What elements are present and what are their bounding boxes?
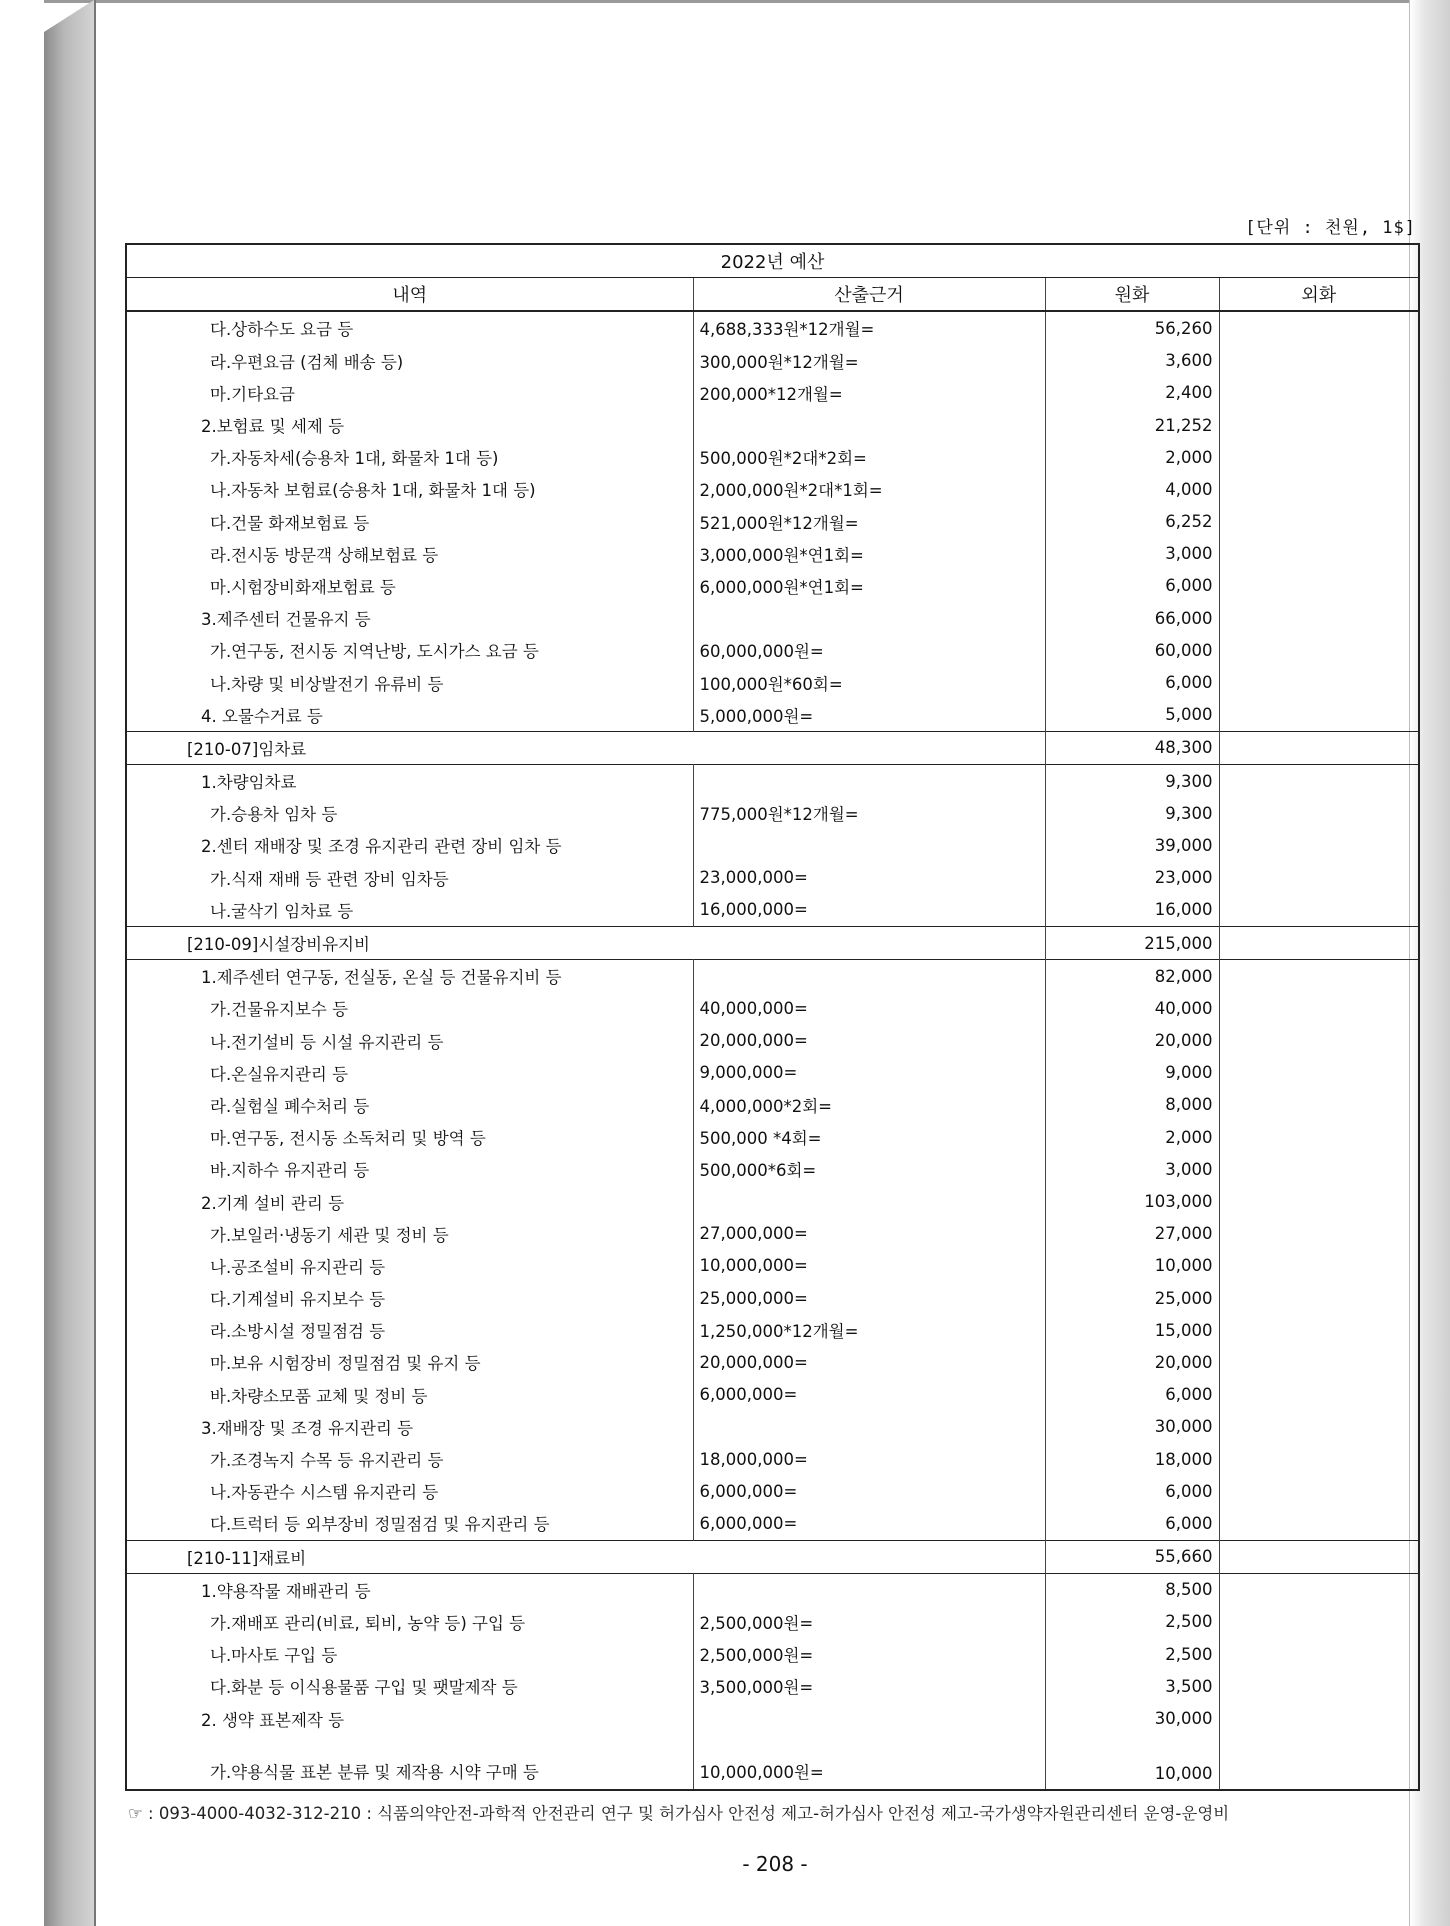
item-cell: 마.시험장비화재보험료 등 bbox=[126, 570, 693, 602]
item-cell: 가.자동차세(승용차 1대, 화물차 1대 등) bbox=[126, 441, 693, 473]
basis-cell bbox=[693, 1702, 1045, 1734]
foreign-cell bbox=[1219, 1638, 1419, 1670]
foreign-cell bbox=[1219, 1025, 1419, 1057]
basis-cell: 775,000원*12개월= bbox=[693, 797, 1045, 829]
basis-cell: 5,000,000원= bbox=[693, 699, 1045, 732]
table-row bbox=[126, 602, 1419, 634]
basis-cell: 500,000원*2대*2회= bbox=[693, 441, 1045, 473]
foreign-cell bbox=[1219, 829, 1419, 861]
table-row bbox=[126, 1638, 1419, 1670]
basis-cell: 500,000*6회= bbox=[693, 1153, 1045, 1185]
table-row bbox=[126, 570, 1419, 602]
krw-cell: 215,000 bbox=[1045, 926, 1219, 959]
basis-cell: 20,000,000= bbox=[693, 1346, 1045, 1378]
krw-cell: 20,000 bbox=[1045, 1025, 1219, 1057]
col-header-basis: 산출근거 bbox=[693, 278, 1045, 312]
foreign-cell bbox=[1219, 570, 1419, 602]
page-number: - 208 - bbox=[742, 1852, 808, 1876]
table-row bbox=[126, 1573, 1419, 1606]
krw-cell: 3,600 bbox=[1045, 345, 1219, 377]
book-spine-edge bbox=[94, 0, 96, 1926]
book-spine bbox=[44, 0, 94, 1926]
basis-cell: 27,000,000= bbox=[693, 1218, 1045, 1250]
table-row bbox=[126, 1025, 1419, 1057]
table-row bbox=[126, 1670, 1419, 1702]
item-cell: 나.차량 및 비상발전기 유류비 등 bbox=[126, 666, 693, 698]
basis-cell: 3,000,000원*연1회= bbox=[693, 538, 1045, 570]
basis-cell bbox=[693, 1573, 1045, 1606]
item-cell: 가.재배포 관리(비료, 퇴비, 농약 등) 구입 등 bbox=[126, 1606, 693, 1638]
foreign-cell bbox=[1219, 1573, 1419, 1606]
krw-cell: 15,000 bbox=[1045, 1314, 1219, 1346]
foreign-cell bbox=[1219, 538, 1419, 570]
basis-cell: 521,000원*12개월= bbox=[693, 506, 1045, 538]
basis-cell: 9,000,000= bbox=[693, 1057, 1045, 1089]
item-cell: 나.전기설비 등 시설 유지관리 등 bbox=[126, 1025, 693, 1057]
item-cell: 나.공조설비 유지관리 등 bbox=[126, 1250, 693, 1282]
basis-cell bbox=[693, 1411, 1045, 1443]
basis-cell: 4,000,000*2회= bbox=[693, 1089, 1045, 1121]
table-row bbox=[126, 1282, 1419, 1314]
krw-cell: 5,000 bbox=[1045, 699, 1219, 732]
foreign-cell bbox=[1219, 699, 1419, 732]
foreign-cell bbox=[1219, 1346, 1419, 1378]
section-title-cell: [210-09]시설장비유지비 bbox=[126, 926, 1045, 959]
foreign-cell bbox=[1219, 1443, 1419, 1475]
foreign-cell bbox=[1219, 1314, 1419, 1346]
basis-cell: 500,000 *4회= bbox=[693, 1121, 1045, 1153]
item-cell: 바.차량소모품 교체 및 정비 등 bbox=[126, 1379, 693, 1411]
krw-cell: 10,000 bbox=[1045, 1250, 1219, 1282]
basis-cell: 10,000,000원= bbox=[693, 1735, 1045, 1790]
krw-cell: 2,000 bbox=[1045, 441, 1219, 473]
basis-cell bbox=[693, 602, 1045, 634]
krw-cell: 2,500 bbox=[1045, 1638, 1219, 1670]
item-cell: 나.굴삭기 임차료 등 bbox=[126, 894, 693, 927]
item-cell: 나.자동관수 시스템 유지관리 등 bbox=[126, 1475, 693, 1507]
foreign-cell bbox=[1219, 473, 1419, 505]
item-cell: 가.승용차 임차 등 bbox=[126, 797, 693, 829]
item-cell: 다.온실유지관리 등 bbox=[126, 1057, 693, 1089]
foreign-cell bbox=[1219, 345, 1419, 377]
section-title-cell: [210-11]재료비 bbox=[126, 1540, 1045, 1573]
krw-cell: 27,000 bbox=[1045, 1218, 1219, 1250]
krw-cell: 9,300 bbox=[1045, 765, 1219, 798]
basis-cell: 6,000,000= bbox=[693, 1475, 1045, 1507]
item-cell: 라.소방시설 정밀점검 등 bbox=[126, 1314, 693, 1346]
krw-cell: 30,000 bbox=[1045, 1411, 1219, 1443]
krw-cell: 8,500 bbox=[1045, 1573, 1219, 1606]
item-cell: 1.제주센터 연구동, 전실동, 온실 등 건물유지비 등 bbox=[126, 960, 693, 993]
foreign-cell bbox=[1219, 862, 1419, 894]
item-cell: 1.약용작물 재배관리 등 bbox=[126, 1573, 693, 1606]
basis-cell: 25,000,000= bbox=[693, 1282, 1045, 1314]
krw-cell: 48,300 bbox=[1045, 731, 1219, 764]
book-top-edge bbox=[44, 0, 1410, 3]
basis-cell bbox=[693, 1185, 1045, 1217]
budget-rows bbox=[126, 311, 1419, 1789]
table-row bbox=[126, 894, 1419, 927]
item-cell: 다.화분 등 이식용물품 구입 및 팻말제작 등 bbox=[126, 1670, 693, 1702]
basis-cell: 10,000,000= bbox=[693, 1250, 1045, 1282]
item-cell: 가.연구동, 전시동 지역난방, 도시가스 요금 등 bbox=[126, 634, 693, 666]
foreign-cell bbox=[1219, 634, 1419, 666]
krw-cell: 6,000 bbox=[1045, 1475, 1219, 1507]
foreign-cell bbox=[1219, 1507, 1419, 1540]
krw-cell: 16,000 bbox=[1045, 894, 1219, 927]
item-cell: 가.보일러·냉동기 세관 및 정비 등 bbox=[126, 1218, 693, 1250]
table-row bbox=[126, 377, 1419, 409]
item-cell: 다.기계설비 유지보수 등 bbox=[126, 1282, 693, 1314]
table-row bbox=[126, 765, 1419, 798]
krw-cell: 9,000 bbox=[1045, 1057, 1219, 1089]
table-row bbox=[126, 1218, 1419, 1250]
basis-cell: 6,000,000원*연1회= bbox=[693, 570, 1045, 602]
foreign-cell bbox=[1219, 1218, 1419, 1250]
col-header-krw: 원화 bbox=[1045, 278, 1219, 312]
item-cell: 4. 오물수거료 등 bbox=[126, 699, 693, 732]
item-cell: 2.기계 설비 관리 등 bbox=[126, 1185, 693, 1217]
table-row bbox=[126, 311, 1419, 344]
basis-cell: 4,688,333원*12개월= bbox=[693, 311, 1045, 344]
foreign-cell bbox=[1219, 1379, 1419, 1411]
basis-cell: 1,250,000*12개월= bbox=[693, 1314, 1045, 1346]
basis-cell: 60,000,000원= bbox=[693, 634, 1045, 666]
krw-cell: 6,252 bbox=[1045, 506, 1219, 538]
foreign-cell bbox=[1219, 311, 1419, 344]
item-cell: 가.약용식물 표본 분류 및 제작용 시약 구매 등 bbox=[126, 1735, 693, 1790]
table-row bbox=[126, 666, 1419, 698]
basis-cell: 20,000,000= bbox=[693, 1025, 1045, 1057]
table-row bbox=[126, 1185, 1419, 1217]
table-row bbox=[126, 1379, 1419, 1411]
krw-cell: 9,300 bbox=[1045, 797, 1219, 829]
krw-cell: 103,000 bbox=[1045, 1185, 1219, 1217]
basis-cell: 2,500,000원= bbox=[693, 1638, 1045, 1670]
table-row bbox=[126, 473, 1419, 505]
foreign-cell bbox=[1219, 1121, 1419, 1153]
item-cell: 3.재배장 및 조경 유지관리 등 bbox=[126, 1411, 693, 1443]
krw-cell: 2,400 bbox=[1045, 377, 1219, 409]
krw-cell: 23,000 bbox=[1045, 862, 1219, 894]
table-row bbox=[126, 1443, 1419, 1475]
item-cell: 3.제주센터 건물유지 등 bbox=[126, 602, 693, 634]
item-cell: 다.건물 화재보험료 등 bbox=[126, 506, 693, 538]
table-row bbox=[126, 1411, 1419, 1443]
table-row bbox=[126, 1735, 1419, 1790]
table-row bbox=[126, 1346, 1419, 1378]
table-row bbox=[126, 634, 1419, 666]
basis-cell: 40,000,000= bbox=[693, 992, 1045, 1024]
foreign-cell bbox=[1219, 765, 1419, 798]
year-header: 2022년 예산 bbox=[126, 244, 1419, 278]
table-row bbox=[126, 1540, 1419, 1573]
krw-cell: 3,000 bbox=[1045, 538, 1219, 570]
table-row bbox=[126, 1057, 1419, 1089]
krw-cell: 82,000 bbox=[1045, 960, 1219, 993]
basis-cell: 2,500,000원= bbox=[693, 1606, 1045, 1638]
footnote: ☞ : 093-4000-4032-312-210 : 식품의약안전-과학적 안전관리 연구 및 허가심사 안전성 제고-허가심사 안전성 제고-국가생약자원관리센터 운영-운영비 bbox=[128, 1804, 1230, 1823]
krw-cell: 56,260 bbox=[1045, 311, 1219, 344]
foreign-cell bbox=[1219, 666, 1419, 698]
krw-cell: 55,660 bbox=[1045, 1540, 1219, 1573]
basis-cell: 6,000,000= bbox=[693, 1379, 1045, 1411]
krw-cell: 2,500 bbox=[1045, 1606, 1219, 1638]
basis-cell: 2,000,000원*2대*1회= bbox=[693, 473, 1045, 505]
table-row bbox=[126, 409, 1419, 441]
foreign-cell bbox=[1219, 1282, 1419, 1314]
foreign-cell bbox=[1219, 1411, 1419, 1443]
table-row bbox=[126, 1153, 1419, 1185]
foreign-cell bbox=[1219, 1153, 1419, 1185]
item-cell: 나.자동차 보험료(승용차 1대, 화물차 1대 등) bbox=[126, 473, 693, 505]
table-row bbox=[126, 829, 1419, 861]
table-row bbox=[126, 1606, 1419, 1638]
table-row bbox=[126, 345, 1419, 377]
col-header-item: 내역 bbox=[126, 278, 693, 312]
foreign-cell bbox=[1219, 441, 1419, 473]
krw-cell: 6,000 bbox=[1045, 1379, 1219, 1411]
foreign-cell bbox=[1219, 409, 1419, 441]
table-row bbox=[126, 1250, 1419, 1282]
table-row bbox=[126, 441, 1419, 473]
item-cell: 다.상하수도 요금 등 bbox=[126, 311, 693, 344]
item-cell: 2. 생약 표본제작 등 bbox=[126, 1702, 693, 1734]
krw-cell: 20,000 bbox=[1045, 1346, 1219, 1378]
item-cell: 가.식재 재배 등 관련 장비 임차등 bbox=[126, 862, 693, 894]
basis-cell: 23,000,000= bbox=[693, 862, 1045, 894]
foreign-cell bbox=[1219, 1475, 1419, 1507]
item-cell: 마.기타요금 bbox=[126, 377, 693, 409]
foreign-cell bbox=[1219, 1670, 1419, 1702]
basis-cell bbox=[693, 765, 1045, 798]
foreign-cell bbox=[1219, 1185, 1419, 1217]
section-title-cell: [210-07]임차료 bbox=[126, 731, 1045, 764]
table-row bbox=[126, 1089, 1419, 1121]
krw-cell: 10,000 bbox=[1045, 1735, 1219, 1790]
table-row bbox=[126, 992, 1419, 1024]
krw-cell: 6,000 bbox=[1045, 570, 1219, 602]
item-cell: 라.우편요금 (검체 배송 등) bbox=[126, 345, 693, 377]
foreign-cell bbox=[1219, 960, 1419, 993]
basis-cell: 200,000*12개월= bbox=[693, 377, 1045, 409]
krw-cell: 21,252 bbox=[1045, 409, 1219, 441]
item-cell: 마.보유 시험장비 정밀점검 및 유지 등 bbox=[126, 1346, 693, 1378]
item-cell: 2.보험료 및 세제 등 bbox=[126, 409, 693, 441]
table-row bbox=[126, 1314, 1419, 1346]
krw-cell: 25,000 bbox=[1045, 1282, 1219, 1314]
basis-cell: 6,000,000= bbox=[693, 1507, 1045, 1540]
item-cell: 나.마사토 구입 등 bbox=[126, 1638, 693, 1670]
item-cell: 라.전시동 방문객 상해보험료 등 bbox=[126, 538, 693, 570]
item-cell: 바.지하수 유지관리 등 bbox=[126, 1153, 693, 1185]
item-cell: 1.차량임차료 bbox=[126, 765, 693, 798]
foreign-cell bbox=[1219, 1057, 1419, 1089]
foreign-cell bbox=[1219, 377, 1419, 409]
krw-cell: 40,000 bbox=[1045, 992, 1219, 1024]
table-row bbox=[126, 1121, 1419, 1153]
krw-cell: 4,000 bbox=[1045, 473, 1219, 505]
krw-cell: 30,000 bbox=[1045, 1702, 1219, 1734]
basis-cell: 100,000원*60회= bbox=[693, 666, 1045, 698]
item-cell: 마.연구동, 전시동 소독처리 및 방역 등 bbox=[126, 1121, 693, 1153]
foreign-cell bbox=[1219, 992, 1419, 1024]
basis-cell: 300,000원*12개월= bbox=[693, 345, 1045, 377]
table-row bbox=[126, 797, 1419, 829]
krw-cell: 6,000 bbox=[1045, 666, 1219, 698]
krw-cell: 2,000 bbox=[1045, 1121, 1219, 1153]
foreign-cell bbox=[1219, 1606, 1419, 1638]
table-row bbox=[126, 926, 1419, 959]
basis-cell bbox=[693, 829, 1045, 861]
table-row bbox=[126, 506, 1419, 538]
basis-cell: 16,000,000= bbox=[693, 894, 1045, 927]
budget-table bbox=[125, 243, 1420, 1791]
krw-cell: 3,000 bbox=[1045, 1153, 1219, 1185]
krw-cell: 66,000 bbox=[1045, 602, 1219, 634]
basis-cell bbox=[693, 960, 1045, 993]
foreign-cell bbox=[1219, 506, 1419, 538]
krw-cell: 3,500 bbox=[1045, 1670, 1219, 1702]
table-row bbox=[126, 862, 1419, 894]
basis-cell: 3,500,000원= bbox=[693, 1670, 1045, 1702]
krw-cell: 60,000 bbox=[1045, 634, 1219, 666]
krw-cell: 6,000 bbox=[1045, 1507, 1219, 1540]
foreign-cell bbox=[1219, 1702, 1419, 1734]
foreign-cell bbox=[1219, 731, 1419, 764]
foreign-cell bbox=[1219, 1250, 1419, 1282]
foreign-cell bbox=[1219, 1735, 1419, 1790]
foreign-cell bbox=[1219, 1540, 1419, 1573]
col-header-foreign: 외화 bbox=[1219, 278, 1419, 312]
table-row bbox=[126, 731, 1419, 764]
item-cell: 라.실험실 폐수처리 등 bbox=[126, 1089, 693, 1121]
table-row bbox=[126, 1475, 1419, 1507]
item-cell: 다.트럭터 등 외부장비 정밀점검 및 유지관리 등 bbox=[126, 1507, 693, 1540]
table-row bbox=[126, 699, 1419, 732]
foreign-cell bbox=[1219, 797, 1419, 829]
table-row bbox=[126, 538, 1419, 570]
foreign-cell bbox=[1219, 926, 1419, 959]
unit-note: [단위 : 천원, 1$] bbox=[1245, 218, 1416, 238]
item-cell: 2.센터 재배장 및 조경 유지관리 관련 장비 임차 등 bbox=[126, 829, 693, 861]
krw-cell: 39,000 bbox=[1045, 829, 1219, 861]
basis-cell bbox=[693, 409, 1045, 441]
item-cell: 가.건물유지보수 등 bbox=[126, 992, 693, 1024]
krw-cell: 18,000 bbox=[1045, 1443, 1219, 1475]
item-cell: 가.조경녹지 수목 등 유지관리 등 bbox=[126, 1443, 693, 1475]
table-row bbox=[126, 960, 1419, 993]
table-row bbox=[126, 1507, 1419, 1540]
basis-cell: 18,000,000= bbox=[693, 1443, 1045, 1475]
table-row bbox=[126, 1702, 1419, 1734]
foreign-cell bbox=[1219, 894, 1419, 927]
foreign-cell bbox=[1219, 1089, 1419, 1121]
krw-cell: 8,000 bbox=[1045, 1089, 1219, 1121]
foreign-cell bbox=[1219, 602, 1419, 634]
